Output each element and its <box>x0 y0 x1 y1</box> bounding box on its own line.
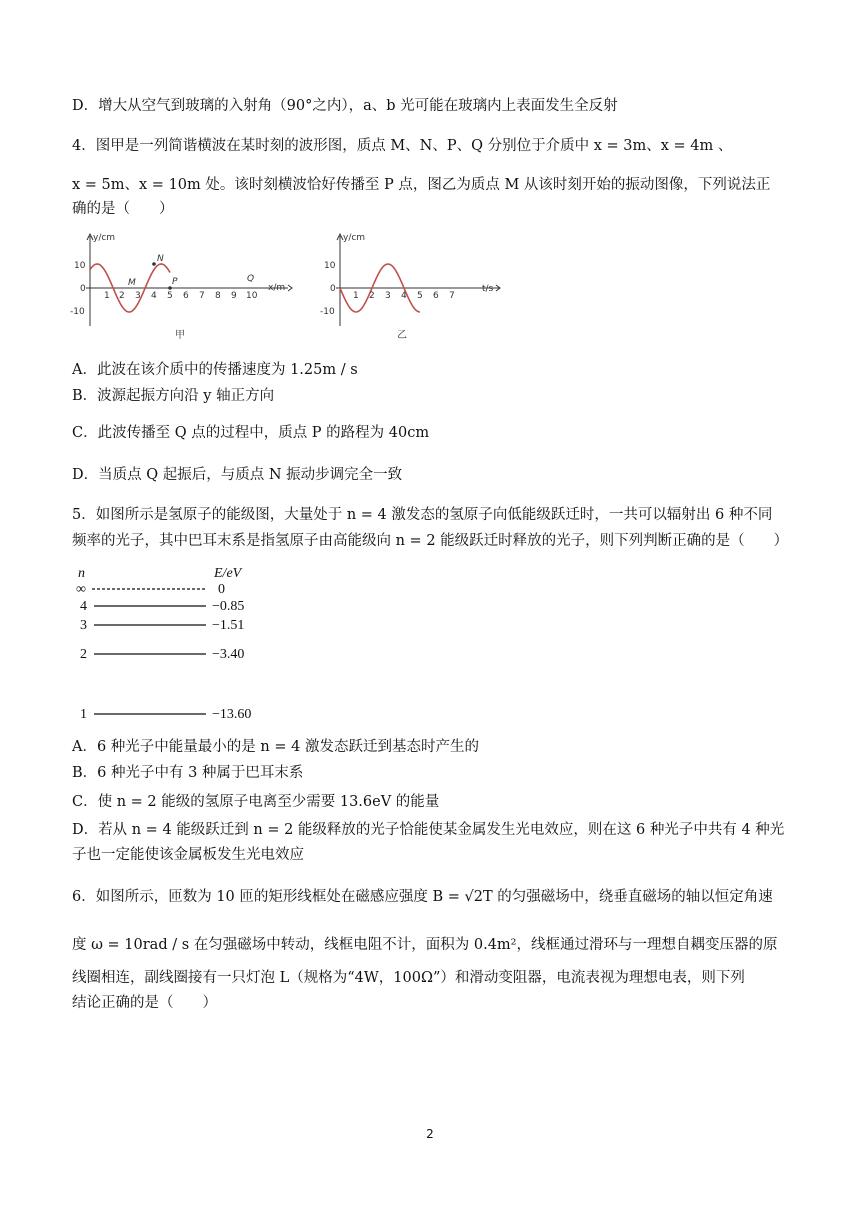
t-tick-2: 2 <box>369 291 375 301</box>
x-axis-label: x/m <box>268 283 286 293</box>
t-tick-7: 7 <box>449 291 455 301</box>
level-1-e: −13.60 <box>212 707 252 722</box>
level-inf-e: 0 <box>218 582 225 597</box>
x-tick-7: 7 <box>199 291 205 301</box>
point-m-label: M <box>128 278 136 288</box>
x-tick-5: 5 <box>167 291 173 301</box>
x-tick-2: 2 <box>119 291 125 301</box>
x-tick-1: 1 <box>104 291 110 301</box>
t-tick-4: 4 <box>401 291 407 301</box>
level-inf-n: ∞ <box>76 582 86 597</box>
point-n <box>152 262 156 266</box>
q5-option-a: A．6 种光子中能量最小的是 n = 4 激发态跃迁到基态时产生的 <box>72 739 479 755</box>
x-tick-10: 10 <box>246 291 258 301</box>
q5-option-c: C．使 n = 2 能级的氢原子电离至少需要 13.6eV 的能量 <box>72 794 440 810</box>
q4-stem-line1: 4．图甲是一列简谐横波在某时刻的波形图，质点 M、N、P、Q 分别位于介质中 x = 3m、x = 4m 、 <box>72 138 733 154</box>
q6-stem-line4: 结论正确的是（ ） <box>72 995 217 1011</box>
level-4-n: 4 <box>80 599 87 614</box>
caption-yi: 乙 <box>397 330 407 341</box>
t-tick-5: 5 <box>417 291 423 301</box>
level-2-e: −3.40 <box>212 647 245 662</box>
q5-option-d-line1: D．若从 n = 4 能级跃迁到 n = 2 能级释放的光子恰能使某金属发生光电效应，则在这 6 种光子中共有 4 种光 <box>72 822 785 838</box>
point-p-label: P <box>172 277 178 287</box>
x-tick-8: 8 <box>215 291 221 301</box>
q3-option-d: D．增大从空气到玻璃的入射角（90°之内），a、b 光可能在玻璃内上表面发生全反射 <box>72 98 618 114</box>
page-number: 2 <box>426 1127 434 1141</box>
q4-option-c: C．此波传播至 Q 点的过程中，质点 P 的路程为 40cm <box>72 425 430 441</box>
n-header: n <box>78 566 85 581</box>
y-tick-0: 0 <box>80 284 86 294</box>
y-tick-neg10: -10 <box>70 307 85 317</box>
y-tick-0: 0 <box>330 284 336 294</box>
q6-stem-line2: 度 ω = 10rad / s 在匀强磁场中转动，线框电阻不计，面积为 0.4m²，线框通过滑环与一理想自耦变压器的原 <box>72 937 778 953</box>
q5-stem-line2: 频率的光子，其中巴耳末系是指氢原子由高能级向 n = 2 能级跃迁时释放的光子，则下列判断正确的是（ ） <box>72 533 789 549</box>
x-tick-9: 9 <box>231 291 237 301</box>
level-4-e: −0.85 <box>212 599 245 614</box>
t-tick-1: 1 <box>353 291 359 301</box>
level-3-n: 3 <box>80 618 87 633</box>
energy-level-diagram <box>72 563 282 723</box>
wave-graph-jia <box>60 228 300 343</box>
q6-stem-line1: 6．如图所示，匝数为 10 匝的矩形线框处在磁感应强度 B = √2T 的匀强磁场中，绕垂直磁场的轴以恒定角速 <box>72 889 773 905</box>
q4-stem-line2: x = 5m、x = 10m 处。该时刻横波恰好传播至 P 点，图乙为质点 M 从该时刻开始的振动图像，下列说法正 <box>72 177 771 193</box>
x-axis-label: t/s <box>482 284 494 294</box>
vibration-graph-yi <box>312 228 512 343</box>
caption-jia: 甲 <box>175 330 185 341</box>
q4-stem-line3: 确的是（ ） <box>72 201 174 217</box>
level-3-e: −1.51 <box>212 618 245 633</box>
q4-option-d: D．当质点 Q 起振后，与质点 N 振动步调完全一致 <box>72 467 403 483</box>
t-tick-6: 6 <box>433 291 439 301</box>
point-p <box>168 286 172 290</box>
y-tick-10: 10 <box>324 261 336 271</box>
q4-option-b: B．波源起振方向沿 y 轴正方向 <box>72 388 275 404</box>
level-2-n: 2 <box>80 647 87 662</box>
level-1-n: 1 <box>80 707 87 722</box>
q5-option-b: B．6 种光子中有 3 种属于巴耳末系 <box>72 765 304 781</box>
q5-stem-line1: 5．如图所示是氢原子的能级图，大量处于 n = 4 激发态的氢原子向低能级跃迁时，一共可以辐射出 6 种不同 <box>72 507 773 523</box>
point-n-label: N <box>157 254 164 264</box>
y-axis-label: y/cm <box>343 233 366 243</box>
e-header: E/eV <box>214 566 242 581</box>
t-tick-3: 3 <box>385 291 391 301</box>
q6-stem-line3: 线圈相连，副线圈接有一只灯泡 L（规格为“4W，100Ω”）和滑动变阻器，电流表视为理想电表，则下列 <box>72 970 745 986</box>
q4-option-a: A．此波在该介质中的传播速度为 1.25m / s <box>72 362 358 378</box>
q5-option-d-line2: 子也一定能使该金属板发生光电效应 <box>72 847 304 863</box>
x-tick-6: 6 <box>183 291 189 301</box>
x-tick-4: 4 <box>151 291 157 301</box>
x-tick-3: 3 <box>135 291 141 301</box>
y-tick-neg10: -10 <box>320 307 335 317</box>
y-tick-10: 10 <box>74 261 86 271</box>
point-q-label: Q <box>247 274 255 284</box>
y-axis-label: y/cm <box>93 233 116 243</box>
